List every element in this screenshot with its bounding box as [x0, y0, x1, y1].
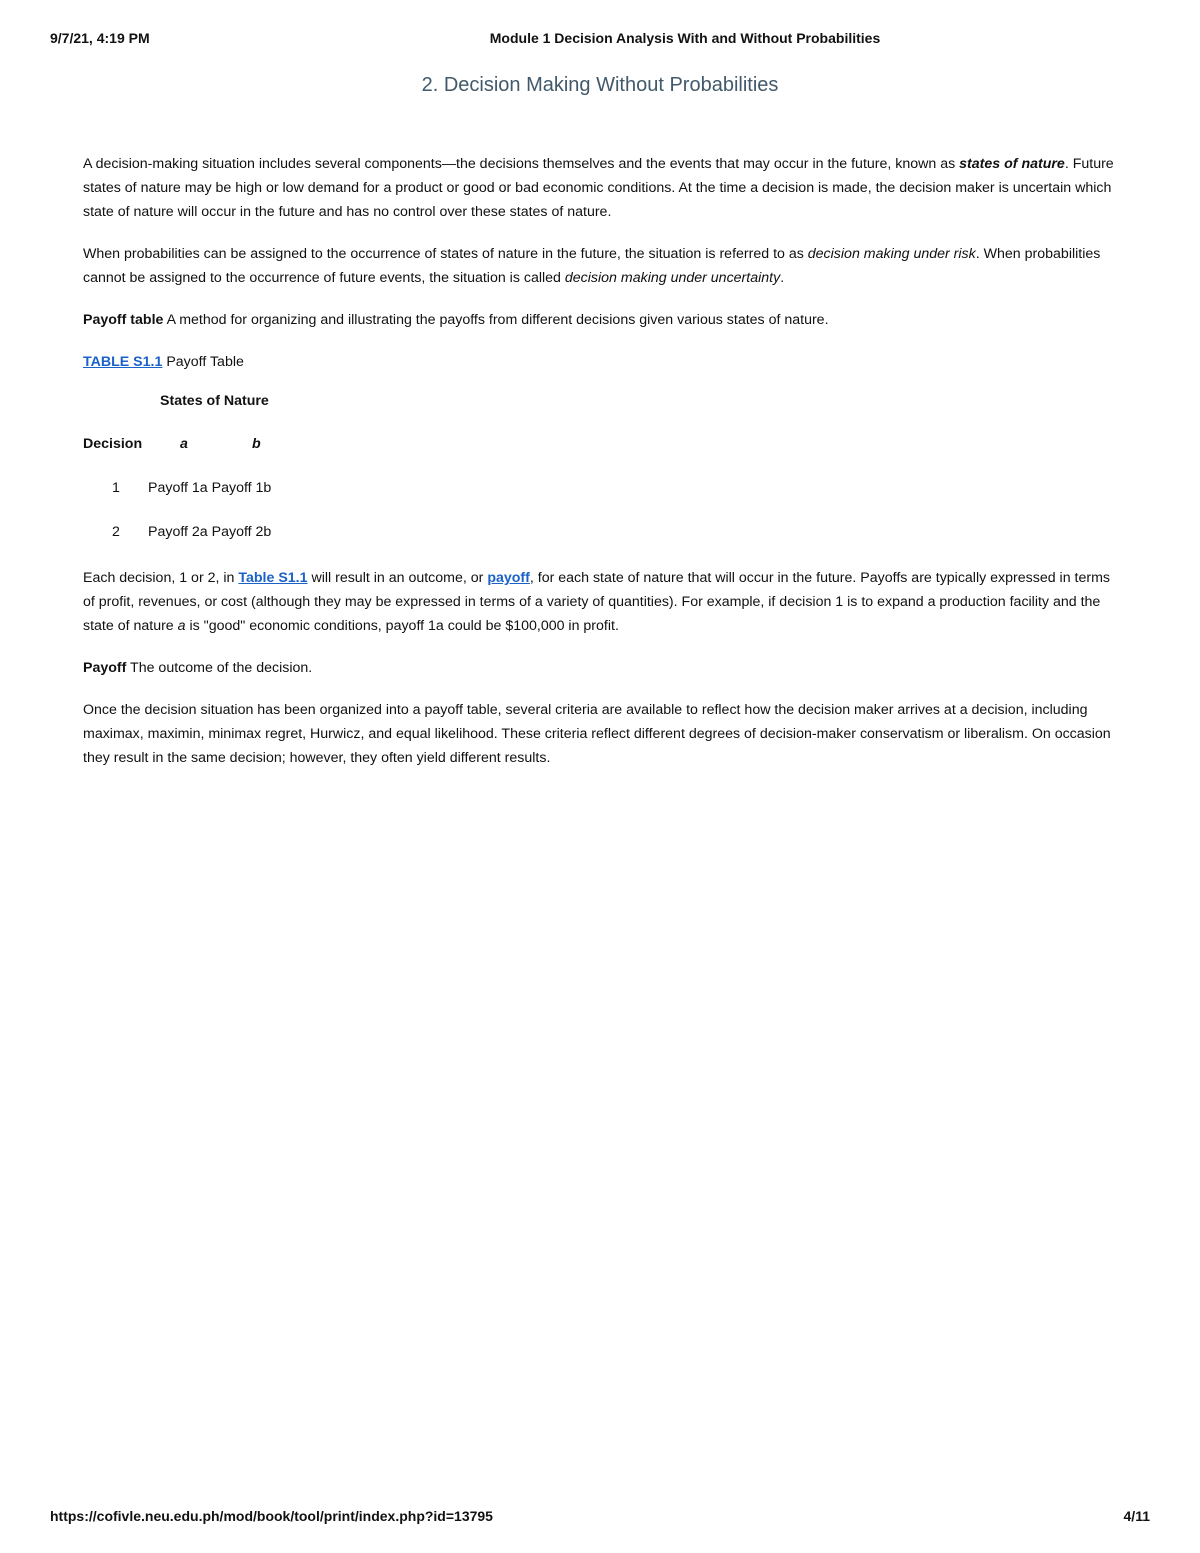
payoff-table-definition	[83, 308, 1123, 332]
state-b-header	[252, 422, 332, 466]
states-of-nature-header	[160, 380, 332, 422]
book-content	[83, 152, 1123, 788]
header-text: States of Nature	[160, 393, 269, 409]
cell-text: Payoff 1b	[211, 480, 272, 496]
risk-uncertainty-paragraph	[83, 242, 1123, 290]
text-span: When probabilities can be assigned to the occurrence of states of nature in the future, the situation is referred to as	[83, 246, 808, 262]
state-a-header	[180, 422, 252, 466]
state-a-italic: a	[177, 618, 186, 634]
header-text: b	[252, 436, 261, 452]
table-row	[83, 466, 332, 510]
cell-text: Payoff 1a	[148, 480, 208, 496]
payoff-cells	[148, 466, 332, 510]
term-states-of-nature: states of nature	[959, 156, 1065, 172]
intro-paragraph	[83, 152, 1123, 224]
print-document-title: Module 1 Decision Analysis With and Without Probabilities	[489, 30, 881, 46]
cell-text: 1	[112, 480, 120, 496]
definition-term: Payoff	[83, 660, 127, 676]
payoff-cells	[148, 510, 332, 554]
cell-text: Payoff 2a	[148, 524, 208, 540]
definition-text: The outcome of the decision.	[126, 660, 313, 676]
text-span: , for each state of nature that will occur in the future. Payoffs are typically expressed in terms of profit, revenues, or cost (although they may be expressed in terms of a variety of quantities). For example, if decision 1 is to expand a production facility and the state of nature	[83, 570, 1111, 634]
table-caption-text: Payoff Table	[162, 354, 244, 370]
criteria-paragraph: Once the decision situation has been organized into a payoff table, several criteria are available to reflect how the decision maker arrives at a decision, including maximax, maximin, minimax regret, Hurwicz, and equal likelihood. These criteria reflect different degrees of decision-maker conservatism or liberalism. On occasion they result in the same decision; however, they often yield different results.	[83, 702, 1111, 766]
print-header	[50, 30, 1150, 50]
chapter-title: 2. Decision Making Without Probabilities	[421, 74, 779, 96]
text-span: is "good" economic conditions, payoff 1a could be $100,000 in profit.	[185, 618, 619, 634]
text-span: .	[780, 270, 785, 286]
print-datetime: 9/7/21, 4:19 PM	[50, 30, 150, 46]
decision-header	[83, 422, 160, 466]
table-s1-1-link[interactable]: TABLE S1.1	[83, 354, 163, 370]
definition-text: A method for organizing and illustrating the payoffs from different decisions given various states of nature.	[163, 312, 829, 328]
page-number: 4/11	[1123, 1508, 1150, 1524]
payoff-link[interactable]: payoff	[487, 570, 530, 586]
table-caption	[83, 350, 1123, 374]
cell-text: Payoff 2b	[211, 524, 272, 540]
header-text: Decision	[83, 436, 143, 452]
term-decision-under-risk: decision making under risk	[807, 246, 976, 262]
table-s1-1-inline-link[interactable]: Table S1.1	[238, 570, 308, 586]
payoff-table	[83, 380, 332, 554]
text-span: . When probabilities cannot be assigned to the occurrence of future events, the situation is called	[83, 246, 1101, 286]
table-group-header-row	[83, 380, 332, 422]
text-span: . Future states of nature may be high or low demand for a product or good or bad economic conditions. At the time a decision is made, the decision maker is uncertain which state of nature will occur in the future and has no control over these states of nature.	[83, 156, 1114, 220]
payoff-explanation-paragraph	[83, 566, 1123, 638]
header-text: a	[180, 436, 188, 452]
print-url: https://cofivle.neu.edu.ph/mod/book/tool/print/index.php?id=13795	[50, 1508, 493, 1524]
table-row	[83, 510, 332, 554]
text-span: Each decision, 1 or 2, in	[83, 570, 239, 586]
definition-term: Payoff table	[83, 312, 164, 328]
text-span: A decision-making situation includes several components—the decisions themselves and the events that may occur in the future, known as	[83, 156, 960, 172]
table-column-header-row	[83, 422, 332, 466]
term-decision-under-uncertainty: decision making under uncertainty	[564, 270, 781, 286]
text-span: will result in an outcome, or	[307, 570, 488, 586]
cell-text: 2	[112, 524, 120, 540]
print-footer	[50, 1508, 1150, 1528]
payoff-definition	[83, 656, 1123, 680]
